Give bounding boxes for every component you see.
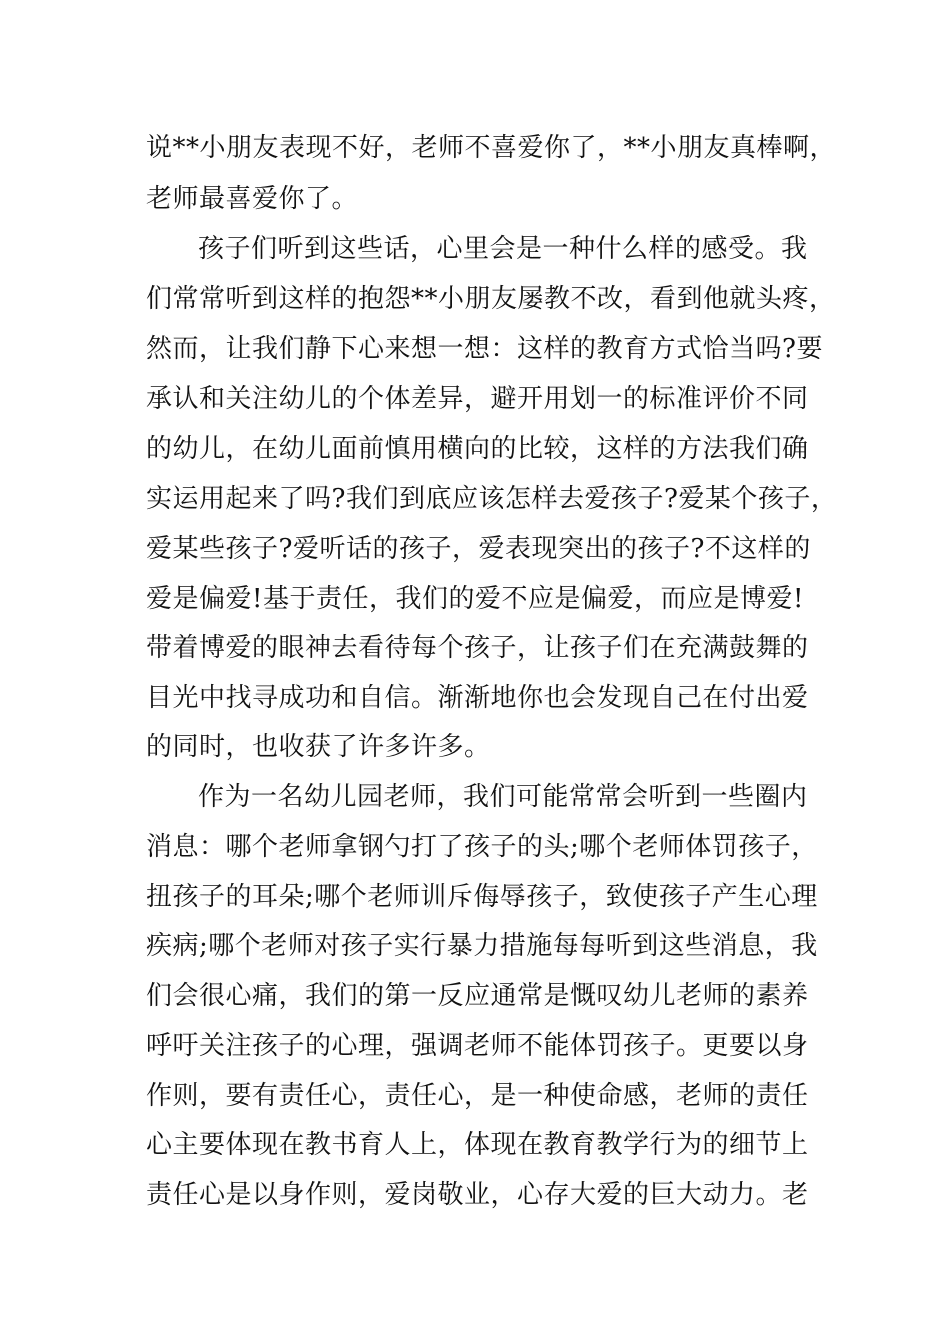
text-line: 带着博爱的眼神去看待每个孩子，让孩子们在充满鼓舞的: [146, 633, 809, 663]
text-line: 实运用起来了吗?我们到底应该怎样去爱孩子?爱某个孩子，: [146, 484, 838, 514]
text-line: 的幼儿，在幼儿面前慎用横向的比较，这样的方法我们确: [146, 434, 809, 464]
text-line: 作则，要有责任心，责任心，是一种使命感，老师的责任: [146, 1081, 809, 1111]
text-line: 然而，让我们静下心来想一想：这样的教育方式恰当吗?要: [146, 334, 823, 364]
text-line: 们常常听到这样的抱怨**小朋友屡教不改，看到他就头疼，: [146, 284, 836, 314]
text-line: 孩子们听到这些话，心里会是一种什么样的感受。我: [198, 234, 808, 264]
text-line: 心主要体现在教书育人上，体现在教育教学行为的细节上: [146, 1130, 809, 1160]
text-line: 说**小朋友表现不好，老师不喜爱你了，**小朋友真棒啊，: [146, 133, 837, 163]
text-line: 们会很心痛，我们的第一反应通常是慨叹幼儿老师的素养: [146, 981, 809, 1011]
text-line: 老师最喜爱你了。: [146, 184, 359, 214]
text-line: 爱是偏爱!基于责任，我们的爱不应是偏爱，而应是博爱!: [146, 584, 804, 614]
text-line: 作为一名幼儿园老师，我们可能常常会听到一些圈内: [198, 782, 808, 812]
text-line: 扭孩子的耳朵;哪个老师训斥侮辱孩子，致使孩子产生心理: [146, 882, 818, 912]
text-line: 目光中找寻成功和自信。渐渐地你也会发现自己在付出爱: [146, 683, 809, 713]
text-line: 疾病;哪个老师对孩子实行暴力措施每每听到这些消息，我: [146, 931, 818, 961]
text-line: 消息：哪个老师拿钢勺打了孩子的头;哪个老师体罚孩子，: [146, 832, 818, 862]
text-line: 承认和关注幼儿的个体差异，避开用划一的标准评价不同: [146, 384, 809, 414]
text-line: 责任心是以身作则，爱岗敬业，心存大爱的巨大动力。老: [146, 1180, 809, 1210]
text-line: 爱某些孩子?爱听话的孩子，爱表现突出的孩子?不这样的: [146, 534, 811, 564]
text-line: 的同时，也收获了许多许多。: [146, 732, 491, 762]
text-line: 呼吁关注孩子的心理，强调老师不能体罚孩子。更要以身: [146, 1031, 809, 1061]
